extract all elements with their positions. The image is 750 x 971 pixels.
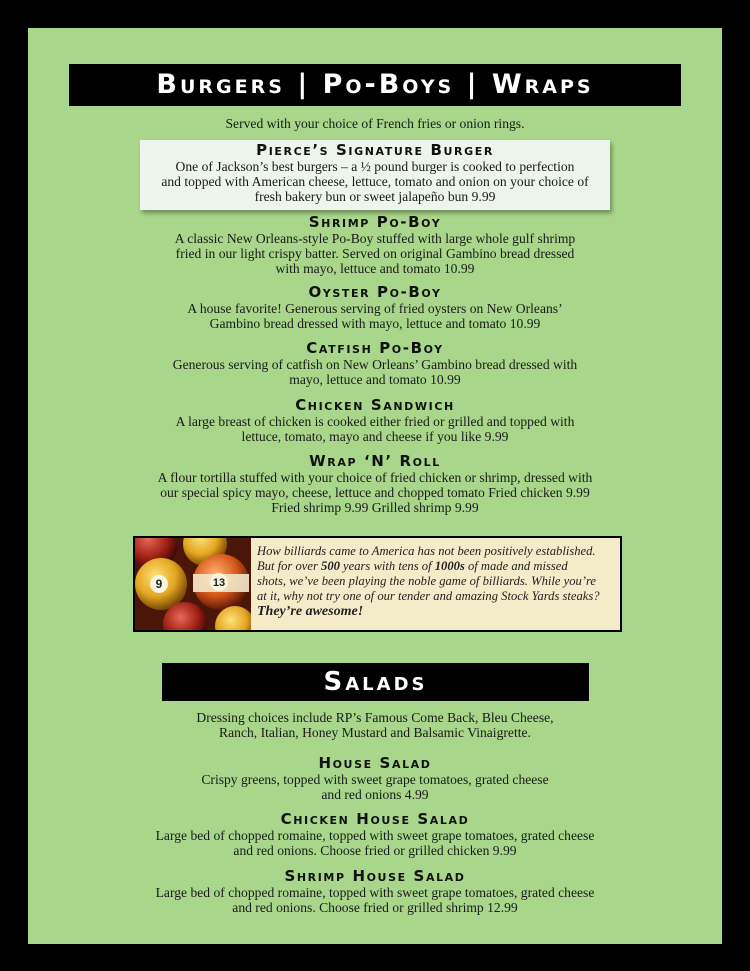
- billiards-text: [257, 544, 613, 619]
- billiards-callout: [133, 536, 622, 632]
- item-desc-line: with mayo, lettuce and tomato 10.99: [275, 261, 475, 276]
- menu-item: [28, 284, 722, 331]
- item-desc-line: our special spicy mayo, cheese, lettuce and chopped tomato Fried chicken 9.99: [160, 485, 590, 500]
- item-desc-line: and red onions 4.99: [321, 787, 429, 802]
- salad-item: [28, 755, 722, 802]
- menu-item: [28, 397, 722, 444]
- item-desc-line: A classic New Orleans-style Po-Boy stuffed with large whole gulf shrimp: [174, 231, 576, 246]
- menu-item: [28, 340, 722, 387]
- item-desc-line: A large breast of chicken is cooked either fried or grilled and topped with: [175, 414, 575, 429]
- item-title: Catfish Po-Boy: [306, 339, 444, 357]
- menu-page: [28, 28, 722, 944]
- item-desc-line: and red onions. Choose fried or grilled chicken 9.99: [233, 843, 517, 858]
- featured-title: Pierce’s Signature Burger: [256, 141, 494, 159]
- item-title: House Salad: [318, 754, 432, 772]
- item-desc-line: Crispy greens, topped with sweet grape tomatoes, grated cheese: [201, 772, 549, 787]
- featured-desc-line: fresh bakery bun or sweet jalapeño bun 9.99: [254, 189, 496, 204]
- salads-heading: Salads: [162, 663, 589, 701]
- featured-desc-line: One of Jackson’s best burgers – a ½ pound burger is cooked to perfection: [175, 159, 575, 174]
- item-desc-line: Large bed of chopped romaine, topped with sweet grape tomatoes, grated cheese: [155, 885, 595, 900]
- item-desc-line: and red onions. Choose fried or grilled shrimp 12.99: [232, 900, 518, 915]
- billiards-tagline: They’re awesome!: [257, 604, 364, 619]
- ball-number: 13: [212, 577, 226, 589]
- item-title: Shrimp House Salad: [284, 867, 466, 885]
- item-desc-line: Fried shrimp 9.99 Grilled shrimp 9.99: [271, 500, 479, 515]
- billiards-line: shots, we’ve been playing the noble game of billiards. While you’re: [257, 574, 597, 588]
- salad-item: [28, 811, 722, 858]
- billiards-line: How billiards came to America has not been positively established.: [257, 544, 596, 558]
- item-desc-line: Large bed of chopped romaine, topped with sweet grape tomatoes, grated cheese: [155, 828, 595, 843]
- item-desc-line: lettuce, tomato, mayo and cheese if you like 9.99: [241, 429, 509, 444]
- salads-note-line: Ranch, Italian, Honey Mustard and Balsamic Vinaigrette.: [219, 725, 531, 740]
- ball-number: 9: [155, 577, 163, 591]
- item-title: Chicken House Salad: [280, 810, 470, 828]
- item-desc-line: Generous serving of catfish on New Orleans’ Gambino bread dressed with: [172, 357, 578, 372]
- item-title: Wrap ‘N’ Roll: [309, 452, 441, 470]
- featured-item: [140, 140, 610, 210]
- burgers-note: Served with your choice of French fries or onion rings.: [225, 116, 525, 131]
- item-desc-line: fried in our light crispy batter. Served on original Gambino bread dressed: [175, 246, 575, 261]
- menu-item: [28, 214, 722, 276]
- salad-item: [28, 868, 722, 915]
- item-desc-line: A flour tortilla stuffed with your choice of fried chicken or shrimp, dressed with: [157, 470, 593, 485]
- item-title: Shrimp Po-Boy: [308, 213, 442, 231]
- featured-desc-line: and topped with American cheese, lettuce, tomato and onion on your choice of: [161, 174, 589, 189]
- item-desc-line: Gambino bread dressed with mayo, lettuce and tomato 10.99: [209, 316, 541, 331]
- billiard-balls-photo: [135, 538, 251, 630]
- item-title: Oyster Po-Boy: [308, 283, 442, 301]
- item-title: Chicken Sandwich: [295, 396, 455, 414]
- menu-item: [28, 453, 722, 515]
- burgers-heading: Burgers | Po-Boys | Wraps: [69, 64, 681, 106]
- salads-note: [28, 710, 722, 740]
- item-desc-line: A house favorite! Generous serving of fried oysters on New Orleans’: [187, 301, 563, 316]
- billiards-line: But for over 500 years with tens of 1000s of made and missed: [257, 559, 568, 573]
- billiards-line: at it, why not try one of our tender and amazing Stock Yards steaks?: [257, 589, 600, 603]
- item-desc-line: mayo, lettuce and tomato 10.99: [289, 372, 461, 387]
- salads-note-line: Dressing choices include RP’s Famous Come Back, Bleu Cheese,: [196, 710, 554, 725]
